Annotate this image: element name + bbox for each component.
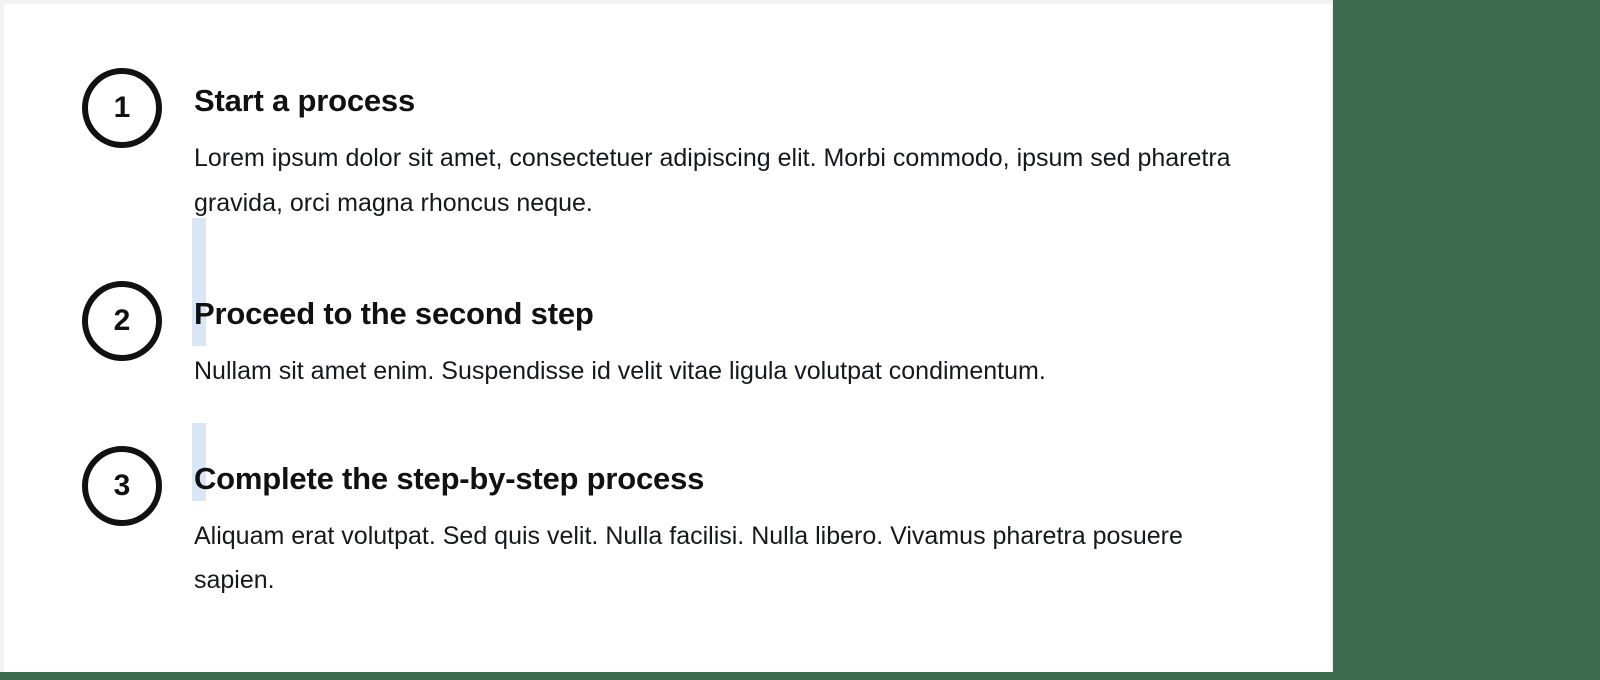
step-title: Complete the step-by-step process — [194, 460, 705, 496]
step-description: Nullam sit amet enim. Suspendisse id velit vitae ligula volutpat condimentum. — [194, 357, 1046, 386]
step-description: Lorem ipsum dolor sit amet, consectetuer adipiscing elit. Morbi commodo, ipsum sed pharetra gravida, orci magna rhoncus neque. — [194, 144, 1231, 217]
step-title: Start a process — [194, 83, 415, 118]
list-item — [82, 68, 1262, 225]
step-marker-3 — [82, 446, 162, 526]
step-description: Aliquam erat volutpat. Sed quis velit. Nulla facilisi. Nulla libero. Vivamus pharetra posuere sapien. — [194, 521, 1183, 595]
step-number: 1 — [113, 91, 131, 124]
step-list — [82, 68, 1262, 603]
list-item — [82, 281, 1262, 394]
list-item — [82, 446, 1262, 603]
step-number: 2 — [113, 304, 131, 338]
step-marker-1 — [82, 68, 162, 148]
step-title: Proceed to the second step — [194, 296, 594, 332]
step-number: 3 — [113, 468, 131, 502]
step-marker-2 — [82, 281, 162, 361]
